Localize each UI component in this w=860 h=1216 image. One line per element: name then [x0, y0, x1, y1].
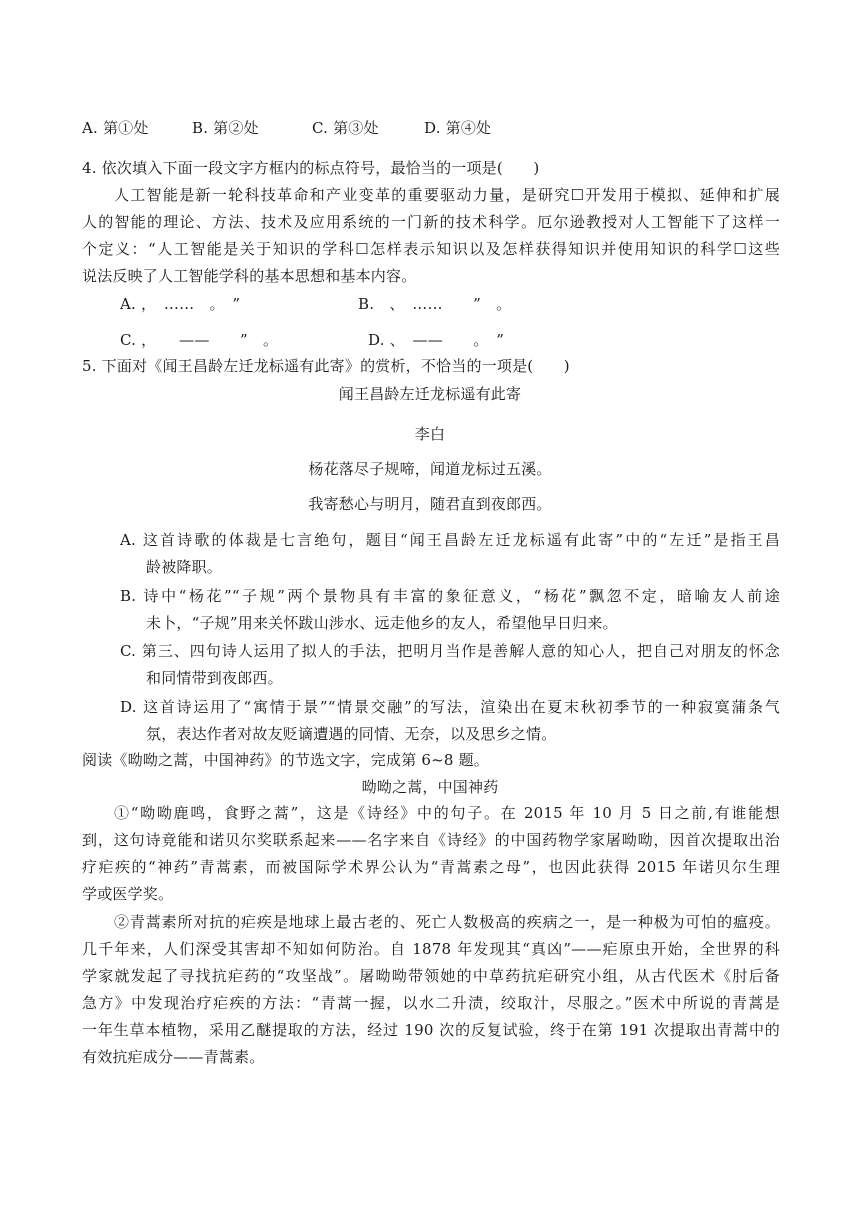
para2-line: 急方》中发现治疗疟疾的方法：“青蒿一握，以水二升渍，绞取汁，尽服之。”医术中所说的青蒿是 [82, 994, 780, 1012]
para2-line: 几千年来，人们深受其害却不知如何防治。自 1878 年发现其“真凶”——疟原虫开始，全世界的科 [82, 940, 780, 958]
reading-title: 呦呦之蒿，中国神药 [361, 778, 499, 796]
para1-line: ①“呦呦鹿鸣，食野之蒿”，这是《诗经》中的句子。在 2015 年 10 月 5 日之前,有谁能想 [114, 804, 780, 822]
q4-passage-line: 说法反映了人工智能学科的基本思想和基本内容。 [82, 267, 417, 285]
para1-line: 学或医学奖。 [82, 885, 174, 903]
reading-intro: 阅读《呦呦之蒿，中国神药》的节选文字，完成第 6~8 题。 [82, 751, 489, 769]
q3-option-a: A. 第①处 [82, 119, 149, 137]
q5-stem: 5. 下面对《闻王昌龄左迁龙标遥有此寄》的赏析，不恰当的一项是( ) [82, 357, 570, 375]
poem-title: 闻王昌龄左迁龙标遥有此寄 [338, 385, 522, 403]
q4-option-c: C. ， —— ” 。 [120, 331, 279, 349]
poem-line: 我寄愁心与明月，随君直到夜郎西。 [308, 495, 552, 513]
q5-option-d: D. 这首诗运用了“寓情于景”“情景交融”的写法，渲染出在夏末秋初季节的一种寂寞蒲条气 [120, 698, 780, 716]
para2-line: 有效抗疟成分——青蒿素。 [82, 1048, 265, 1066]
q4-passage-line: 人的智能的理论、方法、技术及应用系统的一门新的技术科学。厄尔逊教授对人工智能下了这样一 [82, 213, 780, 231]
q5-option-c: C. 第三、四句诗人运用了拟人的手法，把明月当作是善解人意的知心人，把自己对朋友的怀念 [120, 642, 780, 660]
para1-line: 到，这句诗竟能和诺贝尔奖联系起来——名字来自《诗经》的中国药物学家屠呦呦，因首次提取出治 [82, 831, 780, 849]
q5-option-b-cont: 未卜，“子规”用来关怀跋山涉水、远走他乡的友人，希望他早日归来。 [146, 614, 618, 632]
q4-option-b: B. 、 …… ” 。 [358, 295, 512, 313]
poem-line: 杨花落尽子规啼，闻道龙标过五溪。 [308, 460, 552, 478]
q4-option-a: A. ， …… 。 ” [120, 295, 241, 313]
q5-option-d-cont: 氛，表达作者对故友贬谪遭遇的同情、无奈，以及思乡之情。 [146, 725, 557, 743]
q5-option-a: A. 这首诗歌的体裁是七言绝句，题目“闻王昌龄左迁龙标遥有此寄”中的“左迁”是指王昌 [120, 531, 780, 549]
poem-author: 李白 [414, 425, 446, 443]
q4-passage-line: 人工智能是新一轮科技革命和产业变革的重要驱动力量，是研究☐开发用于模拟、延伸和扩展 [114, 186, 780, 204]
q5-option-b: B. 诗中“杨花”“子规”两个景物具有丰富的象征意义，“杨花”飘忽不定，暗喻友人前途 [120, 587, 780, 605]
q5-option-c-cont: 和同情带到夜郎西。 [146, 669, 283, 687]
para2-line: ②青蒿素所对抗的疟疾是地球上最古老的、死亡人数极高的疾病之一，是一种极为可怕的瘟疫。 [114, 913, 780, 931]
q5-option-a-cont: 龄被降职。 [146, 558, 223, 576]
q3-option-b: B. 第②处 [192, 119, 259, 137]
para2-line: 学家就发起了寻找抗疟药的“攻坚战”。屠呦呦带领她的中草药抗疟研究小组，从古代医术《肘后备 [82, 967, 780, 985]
q4-passage-line: 个定义：“人工智能是关于知识的学科☐怎样表示知识以及怎样获得知识并使用知识的科学☐这些 [82, 240, 780, 258]
q3-option-d: D. 第④处 [424, 119, 492, 137]
para1-line: 疗疟疾的“神药”青蒿素，而被国际学术界公认为“青蒿素之母”，也因此获得 2015 年诺贝尔生理 [82, 858, 780, 876]
para2-line: 一年生草本植物，采用乙醚提取的方法，经过 190 次的反复试验，终于在第 191 次提取出青蒿中的 [82, 1021, 780, 1039]
q3-option-c: C. 第③处 [312, 119, 379, 137]
q4-stem: 4. 依次填入下面一段文字方框内的标点符号，最恰当的一项是( ) [82, 159, 540, 177]
q4-option-d: D. 、 —— 。 ” [368, 331, 505, 349]
